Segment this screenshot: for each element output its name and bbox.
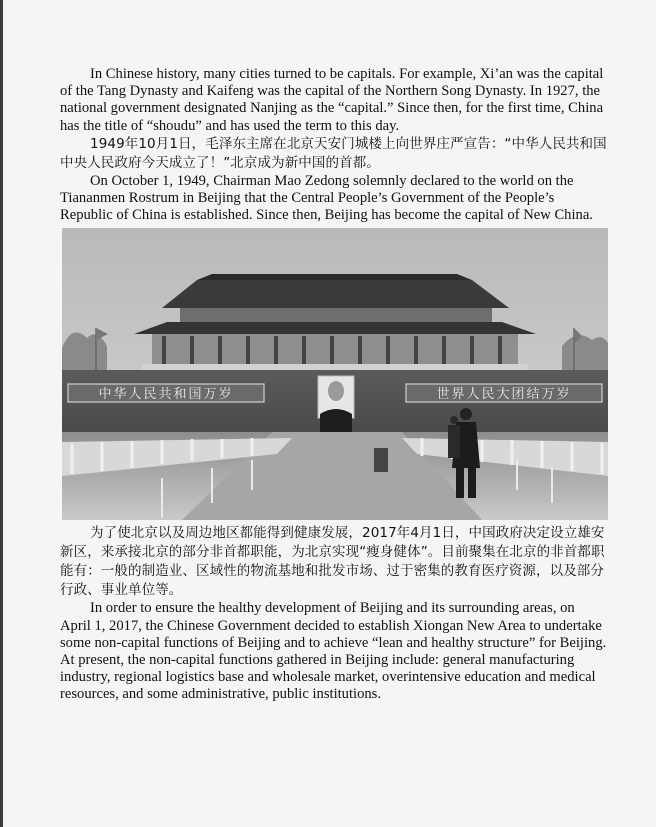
paragraph-2017-chinese: 为了使北京以及周边地区都能得到健康发展，2017年4月1日，中国政府决定设立雄安新区，来承接北京的部分非首都职能，为北京实现“瘦身健体”。目前聚集在北京的非首都职能有：一般的制造业、区域性的物流基地和批发市场、过于密集的教育医疗资源，以及部分行政、事业单位等。: [60, 525, 605, 599]
document-page: [3, 0, 656, 827]
banner-left-text: 中华人民共和国万岁: [98, 387, 234, 403]
paragraph-1949-chinese: 1949年10月1日，毛泽东主席在北京天安门城楼上向世界庄严宣告：“中华人民共和国中央人民政府今天成立了！”北京成为新中国的首都。: [60, 135, 607, 171]
paragraph-capitals-history: In Chinese history, many cities turned to be capitals. For example, Xi’an was the capital of the Tang Dynasty and Kaifeng was the capital of the Northern Song Dynasty. In 1927, the national government designated Nanjing as the “capital.” Since then, for the first time, China has the title of “shoudu” and has used the term to this day.: [60, 66, 604, 134]
document-content: [60, 66, 608, 704]
paragraph-1949-english: On October 1, 1949, Chairman Mao Zedong solemnly declared to the world on the Tiananmen Rostrum in Beijing that the Central People’s Government of the People’s Republic of China is established. Since then, Beijing has become the capital of New China.: [60, 172, 593, 224]
tiananmen-photo: [62, 228, 608, 520]
paragraph-2017-english: In order to ensure the healthy development of Beijing and its surrounding areas, on April 1, 2017, the Chinese Government decided to establish Xiongan New Area to undertake some non-capital functions of Beijing and to achieve “lean and healthy structure” for Beijing. At present, the non-capital functions gathered in Beijing include: general manufacturing industry, regional logistics base and wholesale market, overintensive education and medical resources, and some administrative, public institutions.: [60, 600, 607, 703]
banner-right-text: 世界人民大团结万岁: [436, 387, 572, 403]
